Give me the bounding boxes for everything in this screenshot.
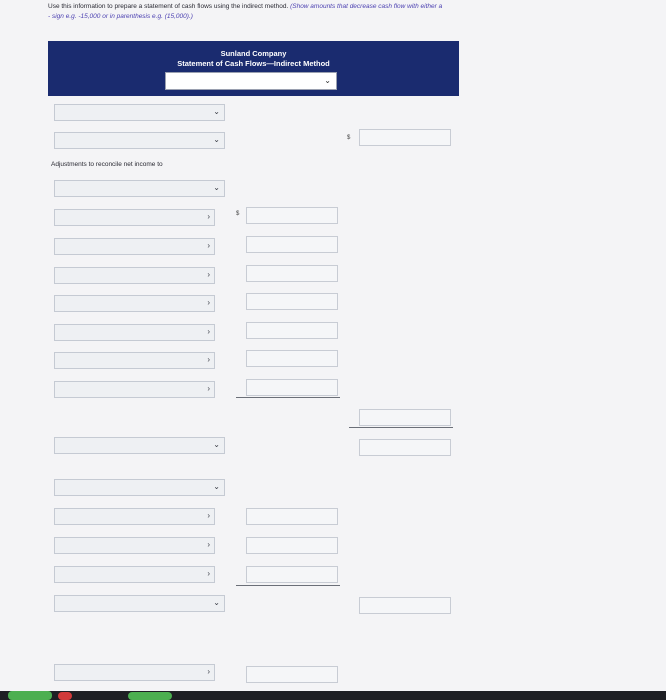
- line-item-select[interactable]: [54, 595, 225, 612]
- line-item-select[interactable]: [54, 209, 215, 226]
- chevron-down-icon: ⌄: [213, 107, 220, 116]
- chevron-right-icon: ›: [207, 569, 210, 578]
- period-select[interactable]: [165, 72, 337, 90]
- line-item-select[interactable]: [54, 664, 215, 681]
- amount-input[interactable]: [246, 293, 338, 310]
- dollar-sign: $: [236, 211, 240, 217]
- amount-input[interactable]: [359, 409, 451, 426]
- amount-input[interactable]: [246, 379, 338, 396]
- instruction-note-example: - sign e.g. -15,000 or in parenthesis e.g. (15,000).): [48, 13, 193, 20]
- taskbar-notification-badge: [58, 692, 72, 700]
- line-item-select[interactable]: [54, 295, 215, 312]
- company-name: Sunland Company: [220, 49, 287, 58]
- chevron-right-icon: ›: [207, 667, 210, 676]
- amount-input[interactable]: [246, 236, 338, 253]
- chevron-down-icon: ⌄: [213, 183, 220, 192]
- chevron-right-icon: ›: [207, 355, 210, 364]
- chevron-down-icon: ⌄: [213, 598, 220, 607]
- chevron-down-icon: ⌄: [213, 482, 220, 491]
- chevron-down-icon: ⌄: [324, 76, 331, 85]
- instructions: [48, 2, 568, 22]
- amount-input[interactable]: [359, 129, 451, 146]
- amount-input[interactable]: [246, 666, 338, 683]
- chevron-down-icon: ⌄: [213, 440, 220, 449]
- amount-input[interactable]: [359, 597, 451, 614]
- taskbar-app-button[interactable]: [8, 691, 52, 700]
- chevron-right-icon: ›: [207, 540, 210, 549]
- line-item-select[interactable]: [54, 104, 225, 121]
- line-item-select[interactable]: [54, 566, 215, 583]
- total-underline: [349, 427, 453, 428]
- chevron-right-icon: ›: [207, 327, 210, 336]
- chevron-right-icon: ›: [207, 212, 210, 221]
- subtotal-underline: [236, 585, 340, 586]
- amount-input[interactable]: [359, 439, 451, 456]
- dollar-sign: $: [347, 135, 351, 141]
- chevron-down-icon: ⌄: [213, 135, 220, 144]
- amount-input[interactable]: [246, 322, 338, 339]
- taskbar-app-button[interactable]: [128, 692, 172, 700]
- chevron-right-icon: ›: [207, 511, 210, 520]
- line-item-select[interactable]: [54, 238, 215, 255]
- line-item-select[interactable]: [54, 537, 215, 554]
- subtotal-underline: [236, 397, 340, 398]
- statement-title: Statement of Cash Flows—Indirect Method: [177, 59, 330, 68]
- section-select[interactable]: [54, 437, 225, 454]
- line-item-select[interactable]: [54, 381, 215, 398]
- chevron-right-icon: ›: [207, 241, 210, 250]
- line-item-select[interactable]: [54, 508, 215, 525]
- instruction-text: Use this information to prepare a statement of cash flows using the indirect method.: [48, 3, 289, 10]
- amount-input[interactable]: [246, 566, 338, 583]
- chevron-right-icon: ›: [207, 270, 210, 279]
- line-item-select[interactable]: [54, 479, 225, 496]
- taskbar: [0, 691, 666, 700]
- line-item-select[interactable]: [54, 267, 215, 284]
- amount-input[interactable]: [246, 207, 338, 224]
- amount-input[interactable]: [246, 350, 338, 367]
- line-item-select[interactable]: [54, 132, 225, 149]
- chevron-right-icon: ›: [207, 384, 210, 393]
- amount-input[interactable]: [246, 537, 338, 554]
- line-item-select[interactable]: [54, 180, 225, 197]
- line-item-select[interactable]: [54, 324, 215, 341]
- amount-input[interactable]: [246, 265, 338, 282]
- line-item-select[interactable]: [54, 352, 215, 369]
- amount-input[interactable]: [246, 508, 338, 525]
- chevron-right-icon: ›: [207, 298, 210, 307]
- adjustments-label: Adjustments to reconcile net income to: [51, 161, 163, 168]
- instruction-note: (Show amounts that decrease cash flow with either a: [290, 3, 443, 10]
